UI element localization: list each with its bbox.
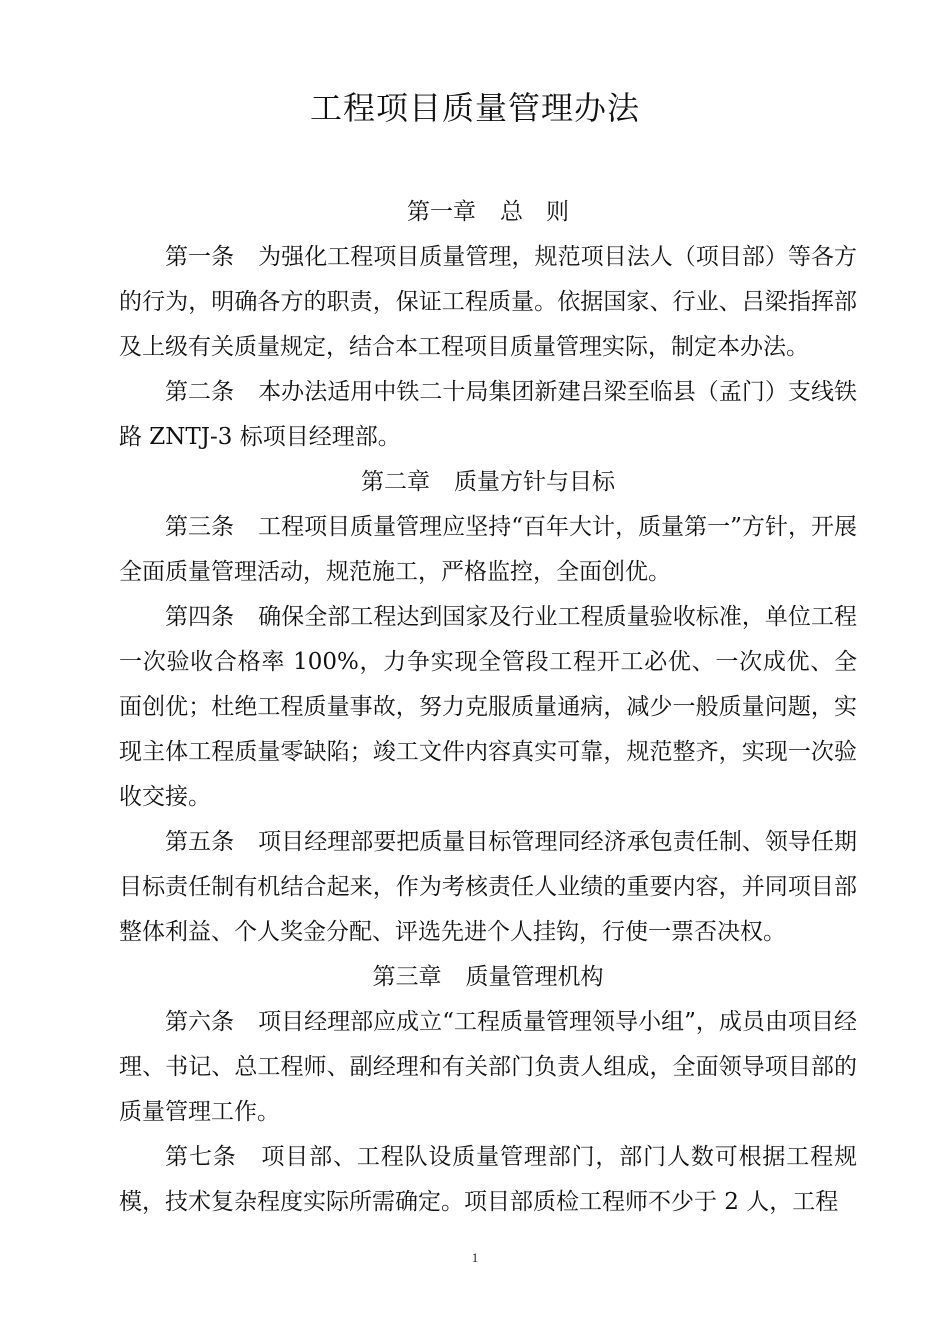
chapter-label: 第二章 bbox=[361, 469, 430, 495]
article-number: 第六条 bbox=[165, 1009, 235, 1035]
chapter-name: 总 则 bbox=[500, 199, 569, 225]
article-text: 为强化工程项目质量管理，规范项目法人（项目部）等各方的行为，明确各方的职责，保证工程质量。依据国家、行业、吕梁指挥部及上级有关质量规定，结合本工程项目质量管理实际，制定本办法。 bbox=[119, 244, 858, 360]
chapter-heading bbox=[119, 955, 857, 1000]
document-title: 工程项目质量管理办法 bbox=[309, 89, 640, 127]
article-text: 工程项目质量管理应坚持“百年大计，质量第一”方针，开展全面质量管理活动，规范施工，严格监控，全面创优。 bbox=[119, 514, 857, 585]
page-number: 1 bbox=[471, 1250, 479, 1265]
chapter-label: 第一章 bbox=[407, 199, 476, 225]
article-text: 本办法适用中铁二十局集团新建吕梁至临县（孟门）支线铁路 ZNTJ-3 标项目经理部。 bbox=[119, 379, 858, 450]
article-text: 项目经理部应成立“工程质量管理领导小组”，成员由项目经理、书记、总工程师、副经理和有关部门负责人组成，全面领导项目部的质量管理工作。 bbox=[119, 1009, 857, 1125]
chapter-heading bbox=[119, 460, 857, 505]
document-body bbox=[119, 190, 857, 1225]
chapter-label: 第三章 bbox=[372, 964, 442, 990]
article-number: 第二条 bbox=[165, 379, 235, 405]
article-paragraph bbox=[119, 505, 857, 595]
article-number: 第七条 bbox=[165, 1144, 237, 1170]
article-number: 第四条 bbox=[165, 604, 235, 630]
article-text: 确保全部工程达到国家及行业工程质量验收标准，单位工程一次验收合格率 100%，力争实现全管段工程开工必优、一次成优、全面创优；杜绝工程质量事故，努力克服质量通病，减少一般质量问题，实现主体工程质量零缺陷；竣工文件内容真实可靠，规范整齐，实现一次验收交接。 bbox=[119, 604, 858, 810]
article-number: 第三条 bbox=[165, 514, 235, 540]
chapter-name: 质量方针与目标 bbox=[454, 469, 615, 495]
article-number: 第五条 bbox=[165, 829, 235, 855]
article-paragraph bbox=[119, 1000, 857, 1135]
article-paragraph bbox=[119, 820, 857, 955]
article-paragraph bbox=[119, 235, 857, 370]
chapter-name: 质量管理机构 bbox=[465, 964, 604, 990]
chapter-heading bbox=[119, 190, 857, 235]
article-text: 项目经理部要把质量目标管理同经济承包责任制、领导任期目标责任制有机结合起来，作为考核责任人业绩的重要内容，并同项目部整体利益、个人奖金分配、评选先进个人挂钩，行使一票否决权。 bbox=[119, 829, 858, 945]
article-paragraph bbox=[119, 595, 857, 820]
article-paragraph bbox=[119, 1135, 857, 1225]
article-number: 第一条 bbox=[165, 244, 235, 270]
article-paragraph bbox=[119, 370, 857, 460]
article-text: 项目部、工程队设质量管理部门，部门人数可根据工程规模，技术复杂程度实际所需确定。项目部质检工程师不少于 2 人，工程 bbox=[119, 1144, 858, 1215]
